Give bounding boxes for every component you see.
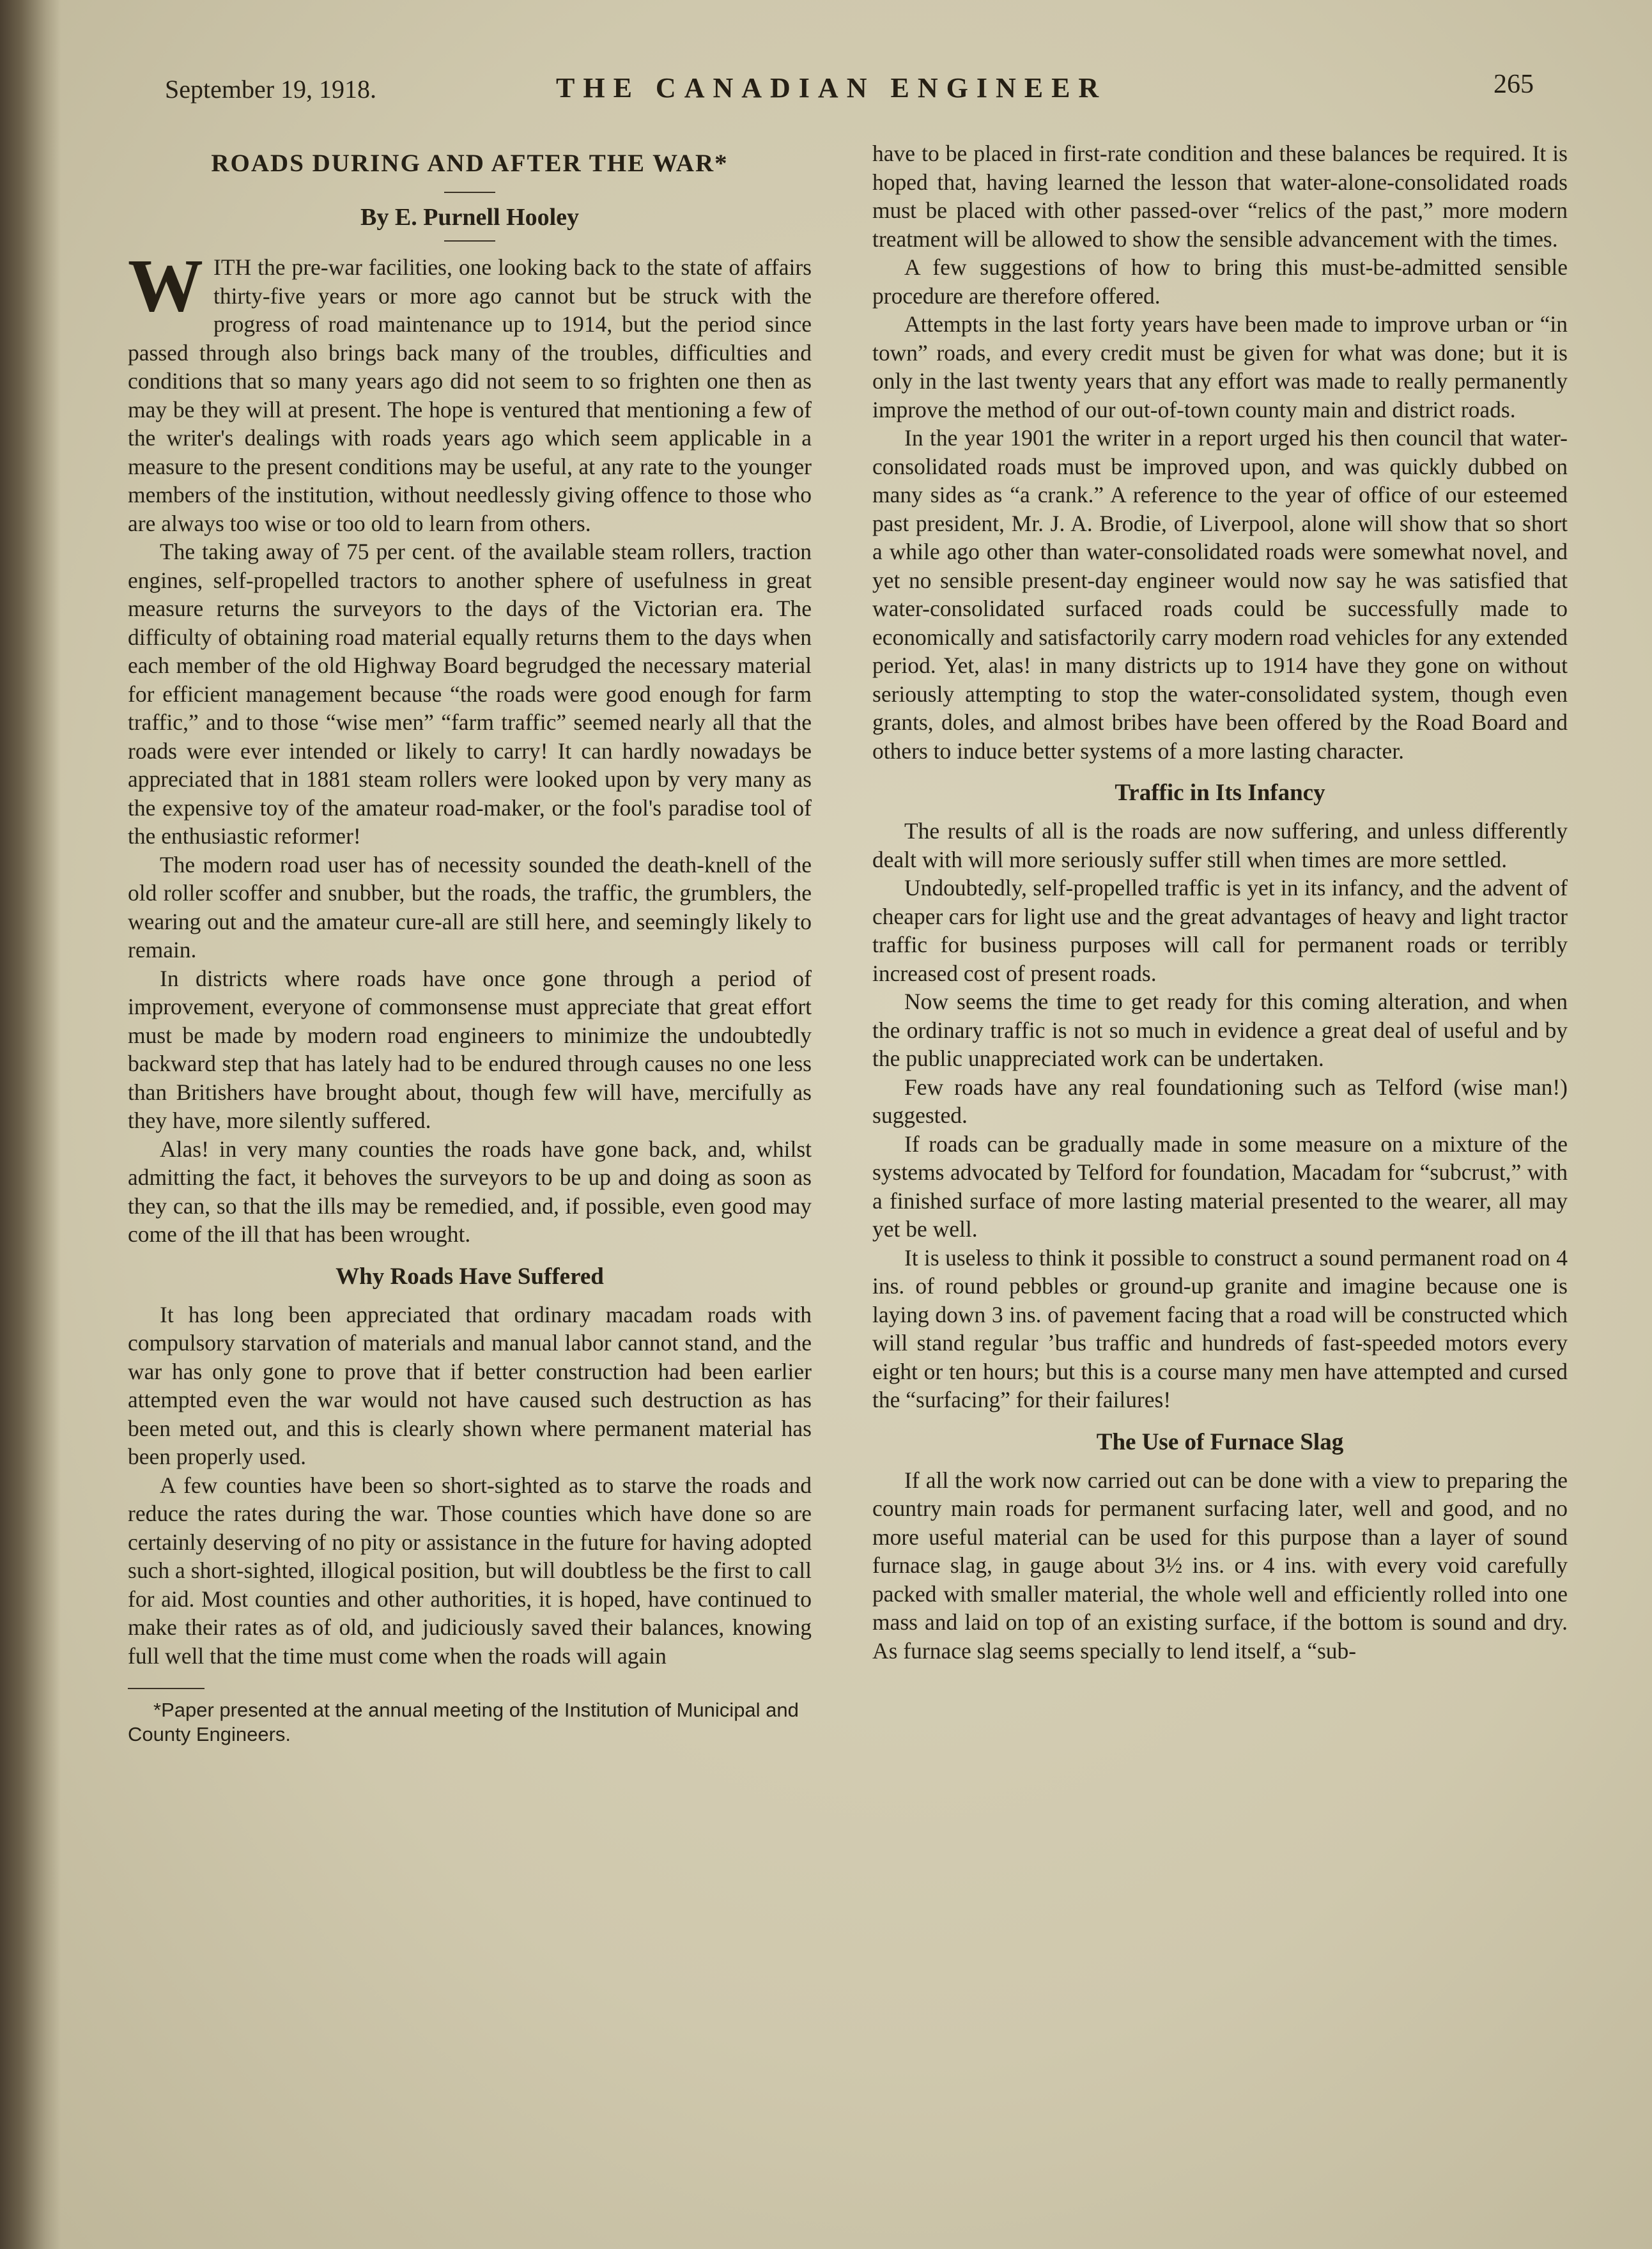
paragraph: It has long been appreciated that ordinary macadam roads with compulsory starvation of materials and manual labor cannot stand, and the war has only gone to prove that if better construction had been earlier attempted even the war would not have caused such destruction as has been meted out, and this is clearly shown where permanent material has been properly used. [128,1301,812,1469]
page-number: 265 [1494,70,1534,99]
paragraph: In the year 1901 the writer in a report urged his then council that water-consolidated roads must be improved upon, and was quickly dubbed on many sides as “a crank.” A reference to the year of office of our esteemed past president, Mr. J. A. Brodie, of Liverpool, alone will show that so short a while ago other than water-consolidated roads were somewhat novel, and yet no sensible present-day engineer would now say he was satisfied that water-consolidated surfaced roads could be successfully made to economically and satisfactorily carry modern road vehicles for any extended period. Yet, alas! in many districts up to 1914 have they gone on without seriously attempting to stop the water-consolidated system, though even grants, doles, and almost bribes have been offered by the Road Board and others to induce better systems of a more lasting character. [872,425,1568,764]
paragraph [128,243,812,537]
paragraph: In districts where roads have once gone through a period of improvement, everyone of commonsense must appreciate that great effort must be made by modern road engineers to minimize the undoubtedly backward step that has lately had to be endured through causes no one less than Britishers have brought about, though few will have, mercifully as they have, more silently suffered. [128,965,812,1133]
paragraph: It is useless to think it possible to construct a sound permanent road on 4 ins. of round pebbles or ground-up granite and imagine because one is laying down 3 ins. of pavement facing that a road will be constructed which will stand regular ’bus traffic and hundreds of fast-speeded motors every eight or ten hours; but this is a course many men have attempted and cursed the “surfacing” for their failures! [872,1244,1568,1412]
paragraph: Now seems the time to get ready for this coming alteration, and when the ordinary traffic is not so much in evidence a great deal of useful and by the public unappreciated work can be undertaken. [872,989,1568,1071]
footnote: *Paper presented at the annual meeting of the Institution of Municipal and County Engineers. [128,1699,799,1745]
section-heading: The Use of Furnace Slag [1096,1428,1344,1455]
paragraph: Attempts in the last forty years have been made to improve urban or “in town” roads, and every credit must be given for what was done; but it is only in the last twenty years that any effort was made to really permanently improve the method of our out-of-town county main and district roads. [872,311,1568,422]
byline: By E. Purnell Hooley [360,204,579,231]
drop-cap: W [128,243,203,327]
footnote-rule [128,1688,205,1689]
paragraph: A few counties have been so short-sighted as to starve the roads and reduce the rates during the war. Those counties which have done so are certainly deserving of no pity or assistance in the future for having adopted such a short-sighted, illogical position, but will doubtless be the first to call for aid. Most counties and other authorities, it is hoped, have continued to make their rates as of old, and judiciously saved their balances, knowing full well that the time must come when the roads will again [128,1472,812,1669]
byline-rule [444,240,495,242]
article-title: ROADS DURING AND AFTER THE WAR* [211,150,729,177]
paragraph: Few roads have any real foundationing such as Telford (wise man!) suggested. [872,1074,1568,1128]
paragraph: If all the work now carried out can be done with a view to preparing the country main roads for permanent surfacing later, well and good, and no more useful material can be used for this purpose than a layer of sound furnace slag, in gauge about 3½ ins. or 4 ins. with every void carefully packed with smaller material, the whole well and efficiently rolled into one mass and laid on top of an existing surface, if the bottom is sound and dry. As furnace slag seems specially to lend itself, a “sub- [872,1467,1568,1664]
paragraph: Alas! in very many counties the roads have gone back, and, whilst admitting the fact, it behoves the surveyors to be up and doing as soon as they can, so that the ills may be remedied, and, if possible, even good may come of the ill that has been wrought. [128,1136,812,1247]
right-column [872,139,1568,2095]
section-heading: Traffic in Its Infancy [1115,780,1325,806]
paragraph: have to be placed in first-rate condition and these balances be required. It is hoped that, having learned the lesson that water-alone-consolidated roads must be placed with other passed-over “relics of the past,” more modern treatment will be allowed to show the sensible advancement with the times. [872,141,1568,252]
header-date: September 19, 1918. [165,75,377,104]
paragraph: The results of all is the roads are now suffering, and unless differently dealt with will more seriously suffer still when times are more settled. [872,818,1568,872]
binding-shadow [0,0,61,2249]
paragraph: The modern road user has of necessity sounded the death-knell of the old roller scoffer and snubber, but the roads, the traffic, the grumblers, the wearing out and the amateur cure-all are still here, and seemingly likely to remain. [128,851,812,962]
paragraph: The taking away of 75 per cent. of the available steam rollers, traction engines, self-propelled tractors to another sphere of usefulness in great measure returns the surveyors to the days of the Victorian era. The difficulty of obtaining road material equally returns them to the days when each member of the old Highway Board begrudged the necessary material for efficient management because “the roads were good enough for farm traffic,” and to those “wise men” “farm traffic” seemed nearly all that the roads were ever intended or likely to carry! It can hardly nowadays be appreciated that in 1881 steam rollers were looked upon by very many as the expensive toy of the amateur road-maker, or the fool's paradise tool of the enthusiastic reformer! [128,539,812,849]
paragraph: A few suggestions of how to bring this must-be-admitted sensible procedure are therefore offered. [872,254,1568,309]
running-head [160,69,1534,114]
title-rule [444,192,495,193]
left-column [128,131,812,2087]
paragraph: Undoubtedly, self-propelled traffic is yet in its infancy, and the advent of cheaper cars for light use and the great advantages of heavy and light tractor traffic for business purposes will call for permanent roads or terribly increased cost of present roads. [872,875,1568,986]
paragraph-text: ITH the pre-war facilities, one looking back to the state of affairs thirty-five years or more ago cannot but be struck with the progress of road maintenance up to 1914, but the period since passed through also brings back many of the troubles, difficulties and conditions that so many years ago did not seem to so frighten one then as may be they will at present. The hope is ventured that mentioning a few of the writer's dealings with roads years ago which seem applicable in a measure to the present conditions may be useful, at any rate to the younger members of the institution, without needlessly giving offence to those who are always too wise or too old to learn from others. [128,254,812,536]
paragraph: If roads can be gradually made in some measure on a mixture of the systems advocated by Telford for foundation, Macadam for “subcrust,” with a finished surface of more lasting material presented to the wearer, all may yet be well. [872,1131,1568,1242]
journal-title: THE CANADIAN ENGINEER [556,72,1108,104]
section-heading: Why Roads Have Suffered [336,1263,604,1290]
